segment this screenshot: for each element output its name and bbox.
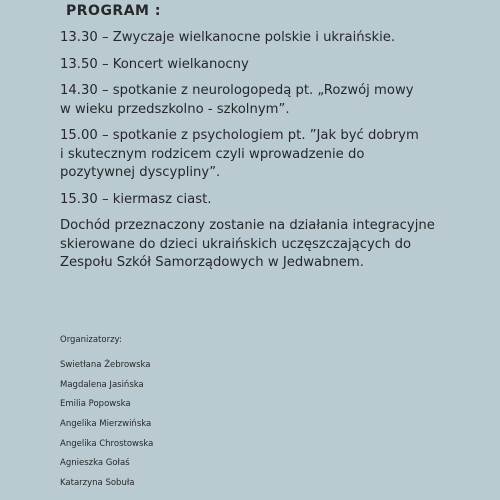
income-note: Dochód przeznaczony zostanie na działania integracyjne skierowane do dzieci ukraińskich uczęszczających do Zespołu Szkół Samorządowych w Jedwabnem. xyxy=(60,218,435,270)
organizer-name: Angelika Mierzwińska xyxy=(60,419,152,430)
organizer-name: Angelika Chrostowska xyxy=(60,438,154,449)
organizer-name: Katarzyna Sobuła xyxy=(60,478,135,489)
schedule-entry: 15.00 – spotkanie z psychologiem pt. ”Jak być dobrym i skutecznym rodzicem czyli wprowadzenie do pozytywnej dyscypliny”. xyxy=(60,128,419,180)
organizers-section xyxy=(60,335,153,498)
organizer-name: Magdalena Jasińska xyxy=(60,379,144,390)
schedule-entry: 13.30 – Zwyczaje wielkanocne polskie i ukraińskie. xyxy=(60,30,396,45)
organizer-name: Swietłana Żebrowska xyxy=(60,360,151,370)
organizers-heading: Organizatorzy: xyxy=(60,335,122,345)
program-title: PROGRAM : xyxy=(66,3,161,19)
schedule-entry: 14.30 – spotkanie z neurologopedą pt. „Rozwój mowy w wieku przedszkolno - szkolnym”. xyxy=(60,83,414,117)
schedule-entry: 13.50 – Koncert wielkanocny xyxy=(60,56,249,72)
organizer-name: Agnieszka Gołaś xyxy=(60,458,130,469)
program-schedule xyxy=(60,29,490,286)
organizer-name: Emilia Popowska xyxy=(60,399,131,410)
organizers-list xyxy=(60,360,153,488)
schedule-entry: 15.30 – kiermasz ciast. xyxy=(60,191,212,207)
